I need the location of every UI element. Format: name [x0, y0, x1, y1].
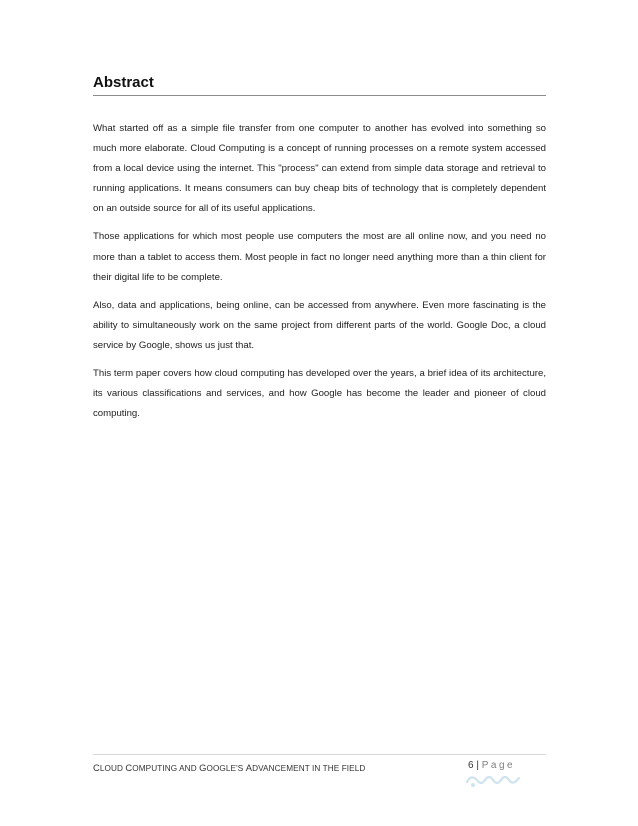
page-separator: | — [476, 760, 479, 771]
paragraph-4: This term paper covers how cloud computing has developed over the years, a brief idea of its architecture, its various classifications and services, and how Google has become the leader and pioneer of cloud computing. — [93, 368, 546, 420]
page-decoration-icon — [463, 770, 523, 790]
paragraph-3: Also, data and applications, being online, can be accessed from anywhere. Even more fascinating is the ability to simultaneously work on the same project from different parts of the world. Google Doc, a cloud service by Google, shows us just that. — [93, 299, 546, 351]
footer-document-title: CLOUD COMPUTING AND GOOGLE'S ADVANCEMENT IN THE FIELD — [93, 762, 366, 773]
paragraph-2: Those applications for which most people use computers the most are all online now, and you need no more than a tablet to access them. Most people in fact no longer need anything more than a thin client for their digital life to be complete. — [93, 231, 546, 283]
page-number-label — [468, 760, 515, 771]
section-heading: Abstract — [93, 74, 154, 91]
abstract-body — [93, 119, 546, 432]
footer-divider — [93, 754, 546, 755]
paragraph-1: What started off as a simple file transfer from one computer to another has evolved into something so much more elaborate. Cloud Computing is a concept of running processes on a remote system accessed from a local device using the internet. This "process" can extend from simple data storage and retrieval to running applications. It means consumers can buy cheap bits of technology that is completely dependent on an outside source for all of its useful applications. — [93, 123, 546, 215]
page-word: Page — [481, 760, 516, 771]
heading-underline — [93, 95, 546, 96]
page-number: 6 — [468, 760, 474, 771]
